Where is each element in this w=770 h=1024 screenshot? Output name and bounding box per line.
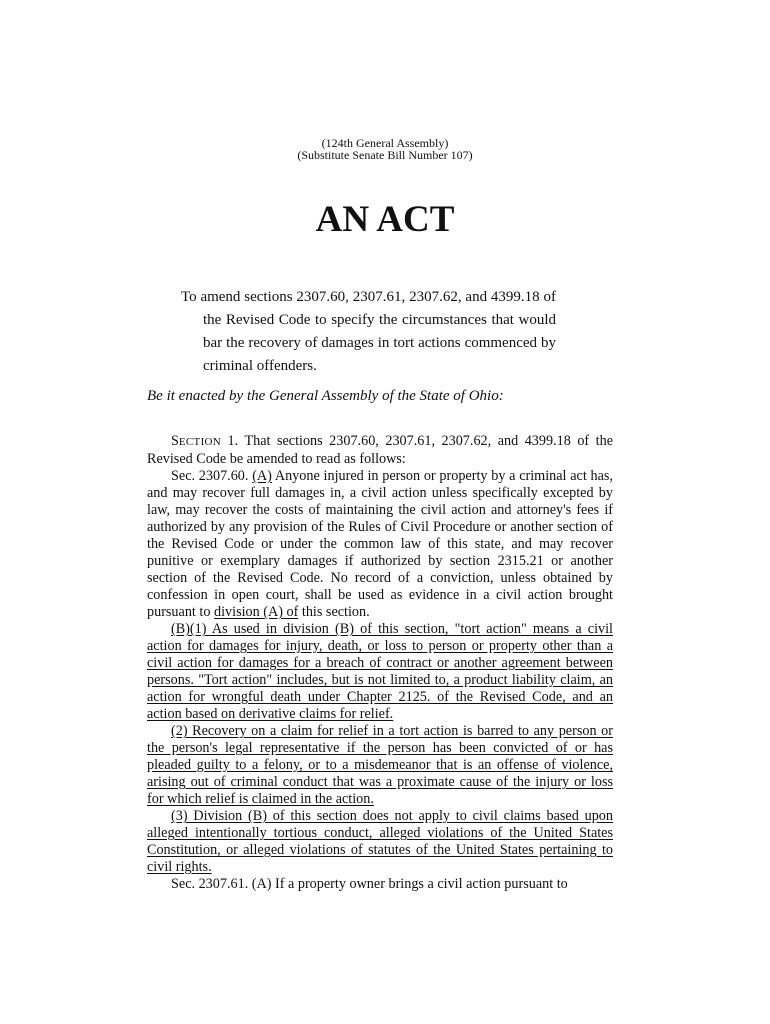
sec-2307-60-heading: Sec. 2307.60. bbox=[171, 468, 253, 484]
purpose-text: To amend sections 2307.60, 2307.61, 2307.62, and 4399.18 of the Revised Code to specify the circumstances that would bar the recovery of damages in tort actions commenced by criminal offenders. bbox=[181, 289, 556, 374]
bill-body bbox=[147, 433, 613, 893]
division-a-reference: division (A) of bbox=[214, 604, 299, 620]
section-1-paragraph bbox=[147, 433, 613, 468]
bill-number-line: (Substitute Senate Bill Number 107) bbox=[297, 148, 473, 162]
bill-header bbox=[0, 137, 770, 161]
enacting-clause: Be it enacted by the General Assembly of the State of Ohio: bbox=[147, 388, 504, 404]
sec-2307-61-paragraph: Sec. 2307.61. (A) If a property owner brings a civil action pursuant to bbox=[171, 876, 568, 892]
general-assembly-line: (124th General Assembly) bbox=[321, 136, 449, 150]
division-b2-text: (2) Recovery on a claim for relief in a tort action is barred to any person or the person's legal representative if the person has been convicted of or has pleaded guilty to a felony, or to a misdemeanor that is an offense of violence, arising out of criminal conduct that was a proximate cause of the injury or loss for which relief is claimed in the action. bbox=[147, 723, 613, 807]
division-b2-paragraph bbox=[147, 723, 613, 808]
division-a-marker: (A) bbox=[252, 468, 272, 484]
section-1-text: 1. That sections 2307.60, 2307.61, 2307.62, and 4399.18 of the Revised Code be amended to read as follows: bbox=[147, 433, 613, 467]
section-label-rest: ECTION bbox=[178, 436, 222, 448]
division-b1-paragraph bbox=[147, 621, 613, 723]
section-label-initial: S bbox=[171, 433, 179, 449]
purpose-clause bbox=[181, 286, 556, 378]
act-title: AN ACT bbox=[315, 199, 455, 240]
division-a-text: Anyone injured in person or property by a criminal act has, and may recover full damages in, a civil action unless specifically excepted by law, may recover the costs of maintaining the civil action and attorney's fees if authorized by any provision of the Rules of Civil Procedure or another section of the Revised Code or under the common law of this state, and may recover punitive or exemplary damages if authorized by section 2315.21 or another section of the Revised Code. No record of a conviction, unless obtained by confession in open court, shall be used as evidence in a civil action brought pursuant to bbox=[147, 468, 613, 620]
division-b1-text: (B)(1) As used in division (B) of this section, "tort action" means a civil action for damages for injury, death, or loss to person or property other than a civil action for damages for a breach of contract or another agreement between persons. "Tort action" includes, but is not limited to, a product liability claim, an action for wrongful death under Chapter 2125. of the Revised Code, and an action based on derivative claims for relief. bbox=[147, 621, 613, 722]
sec-2307-60-a-paragraph bbox=[147, 468, 613, 621]
division-b3-paragraph bbox=[147, 808, 613, 876]
division-b3-text: (3) Division (B) of this section does not apply to civil claims based upon alleged intentionally tortious conduct, alleged violations of the United States Constitution, or alleged violations of statutes of the United States pertaining to civil rights. bbox=[147, 808, 613, 875]
division-a-end: this section. bbox=[298, 604, 370, 620]
